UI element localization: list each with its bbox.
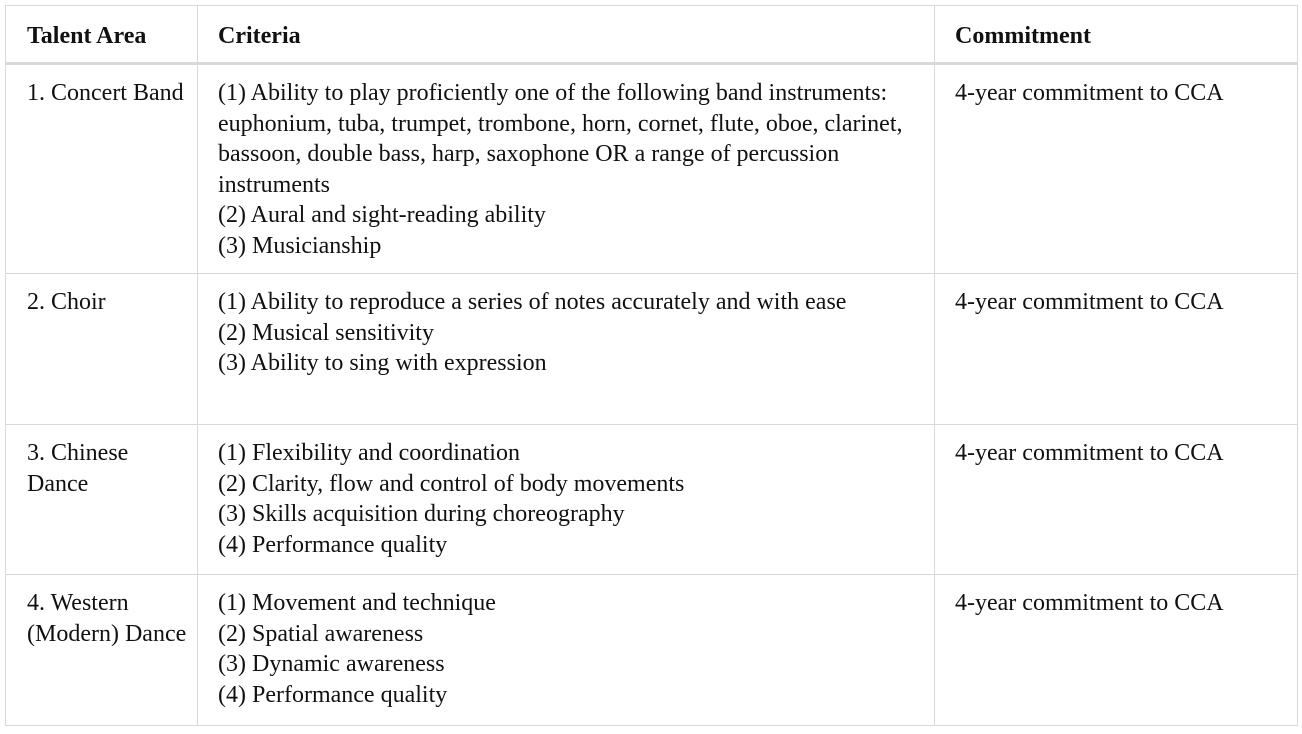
talent-area-cell: 4. Western (Modern) Dance [6, 575, 198, 726]
table-row [6, 64, 1298, 274]
criteria-cell [198, 575, 935, 726]
header-commitment: Commitment [935, 6, 1298, 64]
table-row [6, 425, 1298, 575]
table-row [6, 575, 1298, 726]
criteria-item: (2) Aural and sight-reading ability [218, 202, 546, 228]
criteria-item: (4) Performance quality [218, 681, 448, 708]
criteria-item: (3) Ability to sing with expression [218, 350, 547, 376]
criteria-cell [198, 64, 935, 274]
talent-area-cell: 3. Chinese Dance [6, 425, 198, 575]
criteria-item: (1) Movement and technique [218, 590, 496, 616]
commitment-cell: 4-year commitment to CCA [935, 274, 1298, 425]
commitment-cell: 4-year commitment to CCA [935, 575, 1298, 726]
criteria-item: (4) Performance quality [218, 531, 448, 558]
criteria-item: (2) Spatial awareness [218, 620, 424, 647]
criteria-item: (3) Skills acquisition during choreography [218, 501, 625, 527]
criteria-item: (2) Clarity, flow and control of body movements [218, 470, 685, 497]
criteria-item: (1) Flexibility and coordination [218, 440, 520, 466]
criteria-item: (1) Ability to play proficiently one of the following band instruments: euphonium, tuba, trumpet, trombone, horn, cornet, flute, oboe, clarinet, bassoon, double bass, harp, saxophone OR a range of percussion instruments [218, 80, 903, 198]
commitment-cell: 4-year commitment to CCA [935, 64, 1298, 274]
table-header-row [6, 6, 1298, 64]
header-talent-area: Talent Area [6, 6, 198, 64]
criteria-item: (3) Musicianship [218, 232, 382, 259]
talent-area-cell: 1. Concert Band [6, 64, 198, 274]
criteria-cell [198, 274, 935, 425]
criteria-item: (3) Dynamic awareness [218, 651, 445, 677]
criteria-cell [198, 425, 935, 575]
criteria-item: (2) Musical sensitivity [218, 319, 434, 346]
talent-criteria-table [5, 5, 1298, 726]
commitment-cell: 4-year commitment to CCA [935, 425, 1298, 575]
table-row [6, 274, 1298, 425]
talent-area-cell: 2. Choir [6, 274, 198, 425]
criteria-item: (1) Ability to reproduce a series of notes accurately and with ease [218, 289, 847, 315]
header-criteria: Criteria [198, 6, 935, 64]
